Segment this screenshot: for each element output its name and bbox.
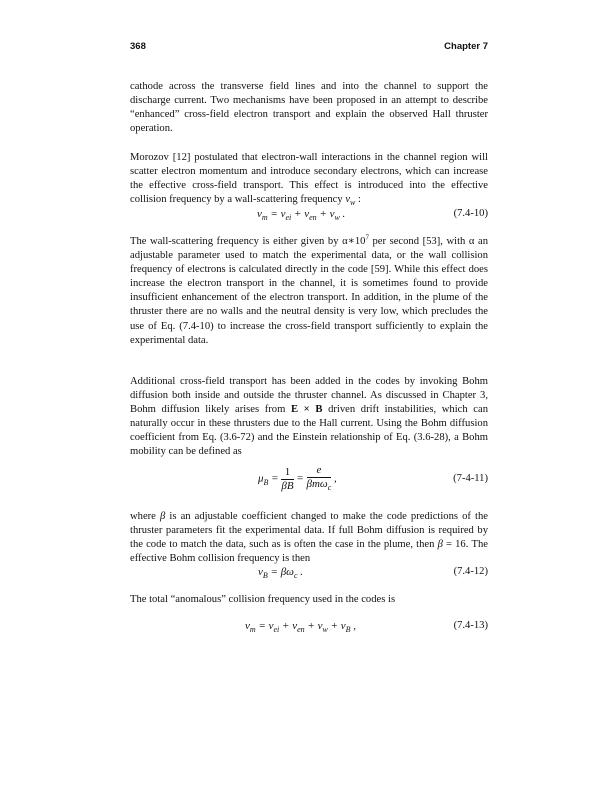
equation-7-4-13 [130,620,488,640]
equation-7-4-11 [130,464,488,500]
paragraph-wall-scattering: The wall-scattering frequency is either given by $\alpha∗10^7$ per second [53], with α an adjustable parameter used to match the experimental data, or the wall collision frequency of electrons is calculated directly in the code [59]. While this effect does increase the electron transport in the channel, it is sometimes found to provide insufficient enhancement of the electron transport. In addition, in the plume of the thruster there are no walls and the neutral density is very low, which precludes the use of Eq. (7.4-10) to increase the cross-field transport sufficiently to explain the experimental data. [130,233,488,346]
equation-7-4-11-number: (7-4-11) [453,473,488,484]
paragraph-cathode: cathode across the transverse field lines and into the channel to support the discharge current. Two mechanisms have been proposed in an attempt to describe “enhanced” cross-field electron transport and explain the observed Hall thruster operation. [130,81,488,135]
paragraph-bohm: Additional cross-field transport has been added in the codes by invoking Bohm diffusion both inside and outside the thruster channel. As discussed in Chapter 3, Bohm diffusion likely arises from E × B driven drift instabilities, which can naturally occur in these thrusters due to the Hall current. Using the Bohm diffusion coefficient from Eq. (3.6-72) and the Einstein relationship of Eq. (3.6-28), a Bohm mobility can be defined as [130,376,489,458]
equation-7-4-13-number: (7.4-13) [453,620,488,631]
equation-7-4-12 [130,566,488,586]
equation-7-4-10-number: (7.4-10) [453,208,488,219]
chapter-title: Chapter 7 [444,41,488,52]
equation-7-4-10 [130,208,488,228]
equation-7-4-12-expr: $\nu_B = \beta\omega_c$ . [258,566,304,581]
equation-7-4-11-expr: $\mu_B$ = $\frac{1}{\beta B}$ = $\frac{e}{\beta m\omega_c}$ , [258,464,337,493]
running-header [130,41,488,55]
paragraph-beta: where β is an adjustable coefficient changed to make the code predictions of the thruster parameters fit the experimental data. If full Bohm diffusion is required by the code to match the data, such as is often the case in the plume, then β = 16. The effective Bohm collision frequency is then [130,511,488,565]
paragraph-anomalous: The total “anomalous” collision frequency used in the codes is [130,594,396,605]
paragraph-morozov-text: Morozov [12] postulated that electron-wall interactions in the channel region will scatter electron momentum and introduce secondary electrons, which can increase the effective cross-field transport. This effect is introduced into the effective collision frequency by a wall-scattering frequency [130,152,488,206]
page-number: 368 [130,41,146,52]
equation-7-4-13-expr: $\nu_m = \nu_{ei} + \nu_{en} + \nu_w + \nu_B$ , [245,620,356,635]
exb-term: E × B [290,404,323,416]
equation-7-4-12-number: (7.4-12) [453,566,488,577]
equation-7-4-10-expr: $\nu_m = \nu_{ei} + \nu_{en} + \nu_w$ . [257,208,346,223]
paragraph-morozov: Morozov [12] postulated that electron-wall interactions in the channel region will scatter electron momentum and introduce secondary electrons, which can increase the effective cross-field transport. This effect is introduced into the effective collision frequency by a wall-scattering frequency $\nu_w$ : [130,152,488,208]
